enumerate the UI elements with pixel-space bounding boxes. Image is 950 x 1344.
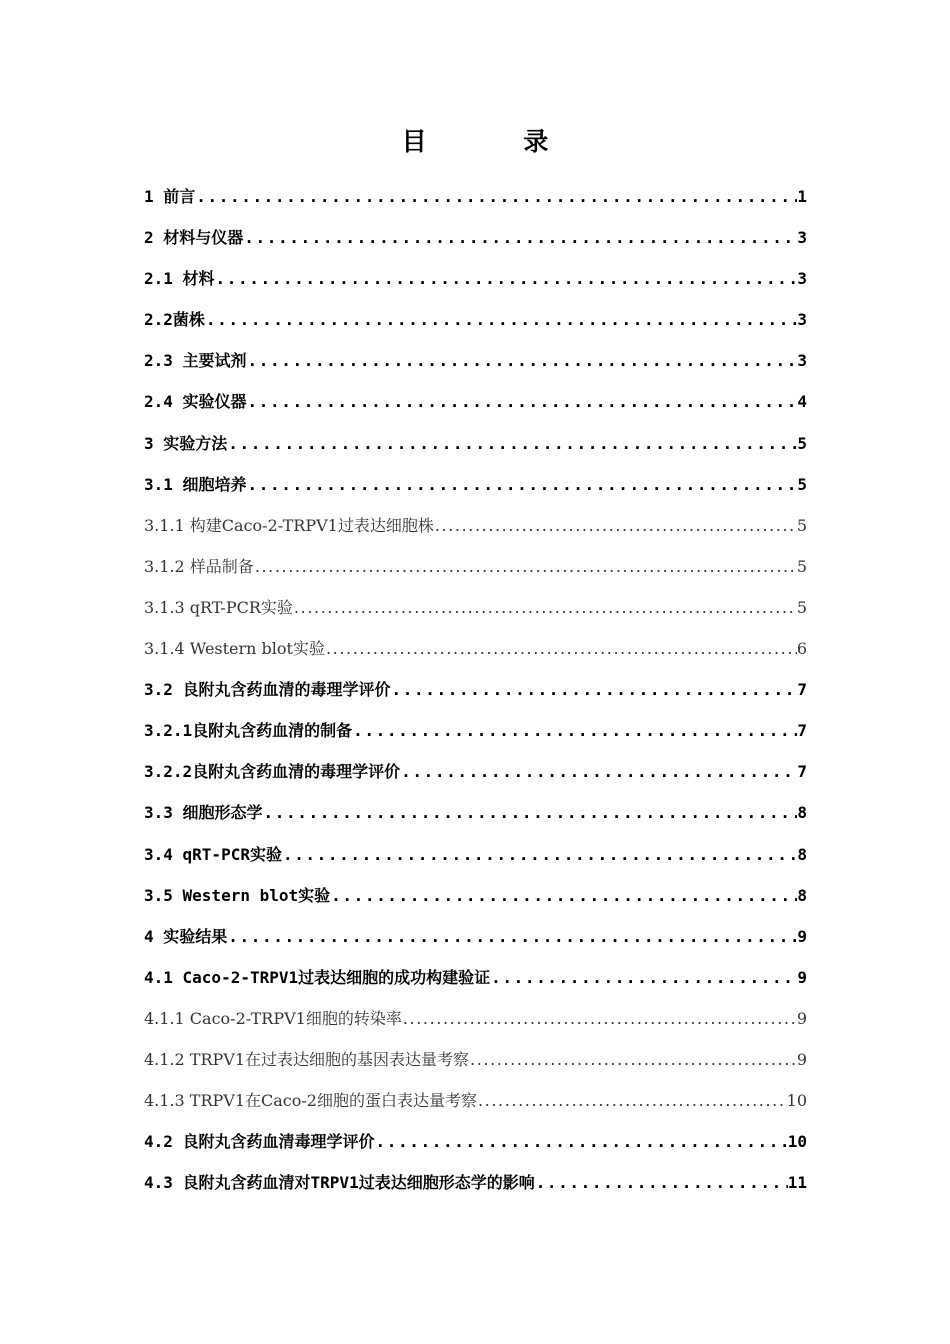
- toc-entry-label: 3.4 qRT-PCR实验: [144, 844, 282, 864]
- toc-dot-leader: [263, 792, 798, 833]
- toc-dot-leader: [352, 710, 797, 751]
- toc-entry-label: 2.1 材料: [144, 269, 215, 289]
- toc-entry[interactable]: [144, 217, 807, 258]
- toc-entry-page-number: 10: [787, 1132, 807, 1152]
- toc-entry-page-number: 3: [797, 228, 807, 248]
- toc-entry[interactable]: [144, 546, 807, 587]
- toc-entry[interactable]: [144, 258, 807, 299]
- toc-entry-page-number: 7: [797, 762, 807, 782]
- toc-entry-label: 3.1 细胞培养: [144, 474, 247, 494]
- toc-entry-page-number: 5: [797, 433, 807, 453]
- toc-entry-label: 3 实验方法: [144, 433, 228, 453]
- toc-entry[interactable]: [144, 792, 807, 833]
- toc-dot-leader: [535, 1162, 788, 1203]
- toc-entry-page-number: 8: [797, 803, 807, 823]
- toc-entry[interactable]: [144, 751, 807, 792]
- toc-entry[interactable]: [144, 669, 807, 710]
- toc-entry-label: 3.1.4 Western blot实验: [144, 639, 325, 659]
- toc-entry-label: 4.1.3 TRPV1在Caco-2细胞的蛋白表达量考察: [144, 1091, 477, 1111]
- toc-entry-label: 3.2.2良附丸含药血清的毒理学评价: [144, 762, 401, 782]
- toc-dot-leader: [477, 1080, 787, 1121]
- toc-dot-leader: [490, 957, 797, 998]
- toc-entry[interactable]: [144, 710, 807, 751]
- toc-dot-leader: [375, 1121, 788, 1162]
- toc-entry-page-number: 10: [786, 1091, 807, 1111]
- toc-entry-label: 3.2.1良附丸含药血清的制备: [144, 721, 353, 741]
- toc-entry[interactable]: [144, 423, 807, 464]
- toc-entry[interactable]: [144, 340, 807, 381]
- toc-entry-page-number: 9: [797, 926, 807, 946]
- toc-entry[interactable]: [144, 505, 807, 546]
- toc-entry-page-number: 5: [797, 474, 807, 494]
- toc-entry-label: 3.1.3 qRT-PCR实验: [144, 597, 293, 617]
- toc-entry-page-number: 1: [797, 187, 807, 206]
- toc-dot-leader: [293, 587, 797, 628]
- toc-entry-label: 4.3 良附丸含药血清对TRPV1过表达细胞形态学的影响: [144, 1173, 535, 1193]
- toc-dot-leader: [402, 998, 797, 1039]
- toc-entry-label: 4.2 良附丸含药血清毒理学评价: [144, 1132, 375, 1152]
- toc-entry-label: 3.1.2 样品制备: [144, 556, 254, 576]
- toc-entry-label: 2.3 主要试剂: [144, 351, 247, 371]
- toc-entry-label: 4.1.2 TRPV1在过表达细胞的基因表达量考察: [144, 1049, 470, 1069]
- toc-entry-label: 4.1.1 Caco-2-TRPV1细胞的转染率: [144, 1008, 402, 1028]
- toc-entry[interactable]: [144, 464, 807, 505]
- toc-dot-leader: [469, 1039, 797, 1080]
- toc-dot-leader: [205, 299, 797, 340]
- toc-entry-page-number: 11: [787, 1173, 807, 1193]
- toc-entry[interactable]: [144, 1039, 807, 1080]
- toc-dot-leader: [282, 834, 797, 875]
- toc-entry[interactable]: [144, 875, 807, 916]
- toc-dot-leader: [247, 340, 798, 381]
- toc-dot-leader: [227, 916, 797, 957]
- toc-entry-page-number: 5: [796, 556, 807, 576]
- toc-dot-leader: [254, 546, 797, 587]
- toc-dot-leader: [227, 423, 797, 464]
- toc-entry-label: 3.2 良附丸含药血清的毒理学评价: [144, 680, 391, 700]
- toc-dot-leader: [247, 464, 798, 505]
- toc-entry-page-number: 8: [797, 844, 807, 864]
- toc-dot-leader: [195, 176, 797, 217]
- toc-entry-label: 3.5 Western blot实验: [144, 885, 331, 905]
- toc-entry-label: 2.2菌株: [144, 310, 205, 330]
- toc-entry-page-number: 3: [797, 310, 807, 330]
- toc-dot-leader: [243, 217, 797, 258]
- toc-entry-page-number: 3: [797, 269, 807, 289]
- toc-entry-label: 4.1 Caco-2-TRPV1过表达细胞的成功构建验证: [144, 967, 491, 987]
- toc-dot-leader: [247, 381, 798, 422]
- toc-dot-leader: [330, 875, 797, 916]
- toc-dot-leader: [400, 751, 797, 792]
- toc-entry-page-number: 4: [797, 392, 807, 412]
- toc-entry-page-number: 9: [797, 967, 807, 987]
- toc-entry-page-number: 5: [796, 597, 807, 617]
- toc-entry[interactable]: [144, 834, 807, 875]
- toc-entry-page-number: 9: [796, 1049, 807, 1069]
- toc-entry-page-number: 7: [797, 680, 807, 700]
- toc-entry[interactable]: [144, 1162, 807, 1203]
- toc-entry-page-number: 6: [796, 639, 807, 659]
- toc-entry-label: 3.1.1 构建Caco-2-TRPV1过表达细胞株: [144, 515, 434, 535]
- toc-entry[interactable]: [144, 628, 807, 669]
- toc-entry-page-number: 9: [796, 1008, 807, 1028]
- toc-dot-leader: [325, 628, 797, 669]
- toc-entry[interactable]: [144, 957, 807, 998]
- toc-entry-page-number: 3: [797, 351, 807, 371]
- toc-entry[interactable]: [144, 1121, 807, 1162]
- toc-entry-page-number: 7: [797, 721, 807, 741]
- toc-entry-page-number: 8: [797, 885, 807, 905]
- toc-dot-leader: [391, 669, 798, 710]
- toc-entry-label: 1 前言: [144, 187, 196, 206]
- toc-entry-label: 2 材料与仪器: [144, 228, 244, 248]
- toc-entry-page-number: 5: [796, 515, 807, 535]
- toc-entry[interactable]: [144, 587, 807, 628]
- toc-entry[interactable]: [144, 381, 807, 422]
- toc-entry[interactable]: [144, 916, 807, 957]
- toc-entry[interactable]: [144, 176, 807, 217]
- toc-entry[interactable]: [144, 998, 807, 1039]
- toc-entry[interactable]: [144, 299, 807, 340]
- toc-entry-label: 2.4 实验仪器: [144, 392, 247, 412]
- toc-entry[interactable]: [144, 1080, 807, 1121]
- toc-dot-leader: [434, 505, 797, 546]
- toc-dot-leader: [215, 258, 798, 299]
- toc-entry-label: 3.3 细胞形态学: [144, 803, 263, 823]
- table-of-contents: [144, 176, 807, 1203]
- page-title: 目 录: [401, 127, 593, 156]
- toc-entry-label: 4 实验结果: [144, 926, 228, 946]
